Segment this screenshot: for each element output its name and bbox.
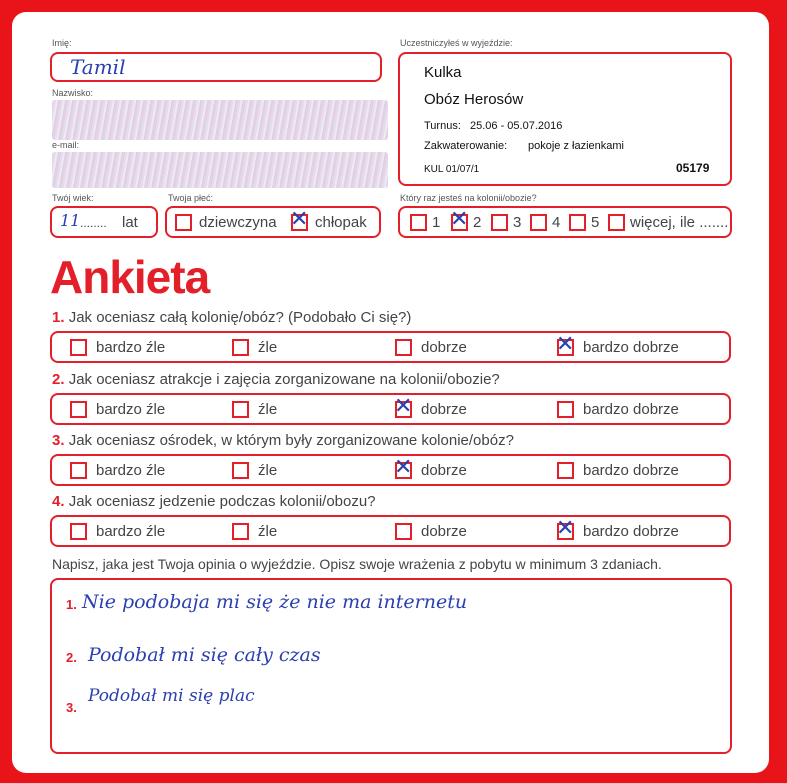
rating-checkbox-bardzo-zle[interactable] bbox=[70, 401, 87, 418]
imie-value: Tamil bbox=[70, 55, 126, 79]
opinion-prompt: Napisz, jaka jest Twoja opinia o wyjeździe. Opisz swoje wrażenia z pobytu w minimum 3 zdaniach. bbox=[52, 556, 662, 572]
wiek-dots: ........ bbox=[80, 216, 107, 230]
times-checkbox-4[interactable] bbox=[530, 214, 547, 231]
rating-row-4 bbox=[50, 515, 731, 547]
times-checkbox-3[interactable] bbox=[491, 214, 508, 231]
question-text: Jak oceniasz ośrodek, w którym były zorganizowane kolonie/obóz? bbox=[68, 432, 514, 449]
check-mark-icon: ✕ bbox=[556, 516, 575, 541]
participant-box bbox=[398, 52, 732, 186]
times-option-3: 3 bbox=[513, 214, 522, 231]
times-checkbox-1[interactable] bbox=[410, 214, 427, 231]
times-label: Który raz jesteś na kolonii/obozie? bbox=[400, 193, 537, 203]
rating-checkbox-dobrze[interactable] bbox=[395, 523, 412, 540]
participant-label: Uczestniczyłeś w wyjeździe: bbox=[400, 38, 513, 48]
times-option-more: więcej, ile ....... bbox=[630, 214, 729, 231]
question-text: Jak oceniasz całą kolonię/obóz? (Podobało Ci się?) bbox=[68, 309, 412, 326]
opinion-line-number: 3. bbox=[66, 700, 77, 715]
rating-option: dobrze bbox=[421, 523, 467, 540]
check-mark-icon: ✕ bbox=[556, 332, 575, 357]
check-mark-icon: ✕ bbox=[450, 207, 469, 232]
plec-checkbox-chlopak[interactable] bbox=[290, 207, 309, 232]
participant-line2: Obóz Herosów bbox=[424, 91, 524, 108]
rating-option: bardzo dobrze bbox=[583, 339, 679, 356]
rating-checkbox-bardzo-dobrze[interactable] bbox=[557, 401, 574, 418]
rating-option: dobrze bbox=[421, 462, 467, 479]
page-title: Ankieta bbox=[50, 251, 210, 303]
turnus-value: 25.06 - 05.07.2016 bbox=[470, 120, 563, 132]
question-number: 1. bbox=[52, 309, 65, 326]
rating-option: źle bbox=[258, 339, 278, 356]
rating-option: źle bbox=[258, 401, 278, 418]
question-text: Jak oceniasz jedzenie podczas kolonii/obozu? bbox=[68, 493, 376, 510]
rating-option: bardzo źle bbox=[96, 462, 166, 479]
plec-checkbox-dziewczyna[interactable] bbox=[175, 214, 192, 231]
check-mark-icon: ✕ bbox=[394, 394, 413, 419]
question-1 bbox=[52, 309, 411, 326]
times-option-5: 5 bbox=[591, 214, 600, 231]
question-number: 4. bbox=[52, 493, 65, 510]
rating-checkbox-zle[interactable] bbox=[232, 401, 249, 418]
turnus-label: Turnus: bbox=[424, 120, 461, 132]
rating-checkbox-zle[interactable] bbox=[232, 462, 249, 479]
wiek-unit: lat bbox=[122, 214, 138, 231]
question-text: Jak oceniasz atrakcje i zajęcia zorganizowane na kolonii/obozie? bbox=[68, 371, 500, 388]
rating-checkbox-bardzo-zle[interactable] bbox=[70, 339, 87, 356]
rating-row-1 bbox=[50, 331, 731, 363]
participant-code: KUL 01/07/1 bbox=[424, 164, 480, 175]
rating-option: bardzo dobrze bbox=[583, 401, 679, 418]
rating-option: bardzo dobrze bbox=[583, 523, 679, 540]
email-label: e-mail: bbox=[52, 140, 80, 150]
participant-line1: Kulka bbox=[424, 64, 462, 81]
opinion-line-number: 2. bbox=[66, 650, 77, 665]
check-mark-icon: ✕ bbox=[290, 207, 309, 232]
rating-checkbox-zle[interactable] bbox=[232, 339, 249, 356]
wiek-label: Twój wiek: bbox=[52, 193, 94, 203]
times-checkbox-2[interactable] bbox=[450, 207, 469, 232]
wiek-value: 11 bbox=[60, 211, 81, 230]
redacted-nazwisko bbox=[52, 100, 388, 140]
zakwaterowanie-label: Zakwaterowanie: bbox=[424, 140, 508, 152]
rating-option: źle bbox=[258, 462, 278, 479]
rating-row-2 bbox=[50, 393, 731, 425]
rating-option: dobrze bbox=[421, 401, 467, 418]
times-option-4: 4 bbox=[552, 214, 561, 231]
plec-field bbox=[165, 206, 381, 238]
participant-number: 05179 bbox=[676, 161, 710, 175]
wiek-field[interactable] bbox=[50, 206, 158, 238]
times-option-1: 1 bbox=[432, 214, 441, 231]
zakwaterowanie-value: pokoje z łazienkami bbox=[528, 140, 624, 152]
opinion-line-2: Podobał mi się cały czas bbox=[88, 644, 321, 666]
rating-checkbox-bardzo-dobrze[interactable] bbox=[556, 516, 575, 541]
rating-option: bardzo źle bbox=[96, 401, 166, 418]
question-4 bbox=[52, 493, 376, 510]
times-field bbox=[398, 206, 732, 238]
opinion-line-number: 1. bbox=[66, 597, 77, 612]
rating-option: dobrze bbox=[421, 339, 467, 356]
opinion-line-1: Nie podobaja mi się że nie ma internetu bbox=[82, 591, 468, 613]
rating-option: źle bbox=[258, 523, 278, 540]
opinion-line-3: Podobał mi się plac bbox=[88, 686, 255, 706]
plec-option-dziewczyna: dziewczyna bbox=[199, 214, 277, 231]
rating-option: bardzo dobrze bbox=[583, 462, 679, 479]
check-mark-icon: ✕ bbox=[394, 455, 413, 480]
rating-row-3 bbox=[50, 454, 731, 486]
plec-label: Twoja płeć: bbox=[168, 193, 214, 203]
rating-checkbox-zle[interactable] bbox=[232, 523, 249, 540]
redacted-email bbox=[52, 152, 388, 188]
imie-field[interactable] bbox=[50, 52, 382, 82]
rating-checkbox-bardzo-zle[interactable] bbox=[70, 523, 87, 540]
nazwisko-label: Nazwisko: bbox=[52, 88, 94, 98]
question-3 bbox=[52, 432, 514, 449]
rating-checkbox-dobrze[interactable] bbox=[394, 455, 413, 480]
rating-checkbox-bardzo-dobrze[interactable] bbox=[557, 462, 574, 479]
imie-label: Imię: bbox=[52, 38, 72, 48]
rating-option: bardzo źle bbox=[96, 339, 166, 356]
rating-checkbox-dobrze[interactable] bbox=[394, 394, 413, 419]
rating-option: bardzo źle bbox=[96, 523, 166, 540]
rating-checkbox-bardzo-dobrze[interactable] bbox=[556, 332, 575, 357]
plec-option-chlopak: chłopak bbox=[315, 214, 367, 231]
question-2 bbox=[52, 371, 500, 388]
rating-checkbox-bardzo-zle[interactable] bbox=[70, 462, 87, 479]
times-option-2: 2 bbox=[473, 214, 482, 231]
question-number: 2. bbox=[52, 371, 65, 388]
question-number: 3. bbox=[52, 432, 65, 449]
times-checkbox-5[interactable] bbox=[569, 214, 586, 231]
times-checkbox-more[interactable] bbox=[608, 214, 625, 231]
rating-checkbox-dobrze[interactable] bbox=[395, 339, 412, 356]
